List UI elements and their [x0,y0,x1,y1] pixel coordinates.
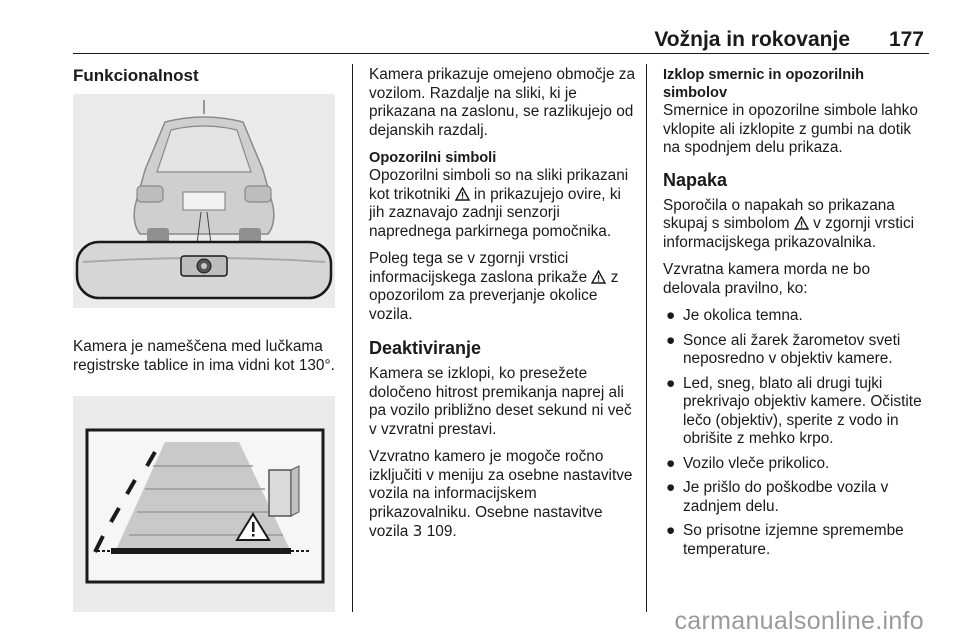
column-left [73,66,343,612]
fault-conditions-list [663,307,929,559]
bullet-icon: ● [666,331,676,349]
list-item: ● Vozilo vleče prikolico. [666,454,830,472]
column-right [663,66,929,565]
bullet-icon: ● [666,374,676,392]
warning-triangle-icon [591,270,606,284]
bullet-icon: ● [666,479,676,496]
subheading-warning-symbols: Opozorilni simboli [369,150,497,166]
bullet-icon: ● [666,307,676,324]
paragraph-guidelines-toggle: Smernice in opozorilne simbole lahko vklopite ali izklopite z gumbi na dotik na spodnjem delu prikaza. [663,102,918,156]
section-heading-fault: Napaka [663,169,728,190]
page-reference-arrow-icon: 3 [412,522,423,540]
bullet-icon: ● [666,522,676,539]
paragraph-info-display: Poleg tega se v zgornji vrstici informacijskega zaslona prikaže z opozorilom za preverjanje okolice vozila. [369,250,619,323]
page-number: 177 [888,28,924,51]
header-title: Vožnja in rokovanje [654,28,850,51]
list-item: ● So prisotne izjemne spremembe temperature. [666,522,904,558]
subheading-guidelines-off: Izklop smernic in opozorilnih simbolov [663,67,865,101]
paragraph-manual-off: Vzvratno kamero je mogoče ročno izključiti v meniju za osebne nastavitve vozila na informacijskem prikazovalniku. Osebne nastavitve vozila 3 109. [369,448,633,540]
column-middle [369,66,639,551]
watermark: carmanualsonline.info [674,607,924,635]
section-heading-deactivation: Deaktiviranje [369,338,482,358]
paragraph-limited-area: Kamera prikazuje omejeno območje za vozilom. Razdalje na sliki, ki je prikazana na zaslonu, se razlikujejo od dejanskih razdalj. [369,66,636,139]
paragraph-camera-mount: Kamera je nameščena med lučkama registrske tablice in ima vidni kot 130°. [73,338,335,374]
list-item: ● Led, sneg, blato ali drugi tujki prekrivajo objektiv kamere. Očistite lečo (objektiv), sperite z vodo in obrišite z mehko krpo. [666,374,922,447]
paragraph-auto-off: Kamera se izklopi, ko presežete določeno hitrost premikanja naprej ali pa vozilo približno deset sekund ni več v vzvratni prestavi. [369,365,632,438]
warning-triangle-icon [455,187,470,201]
section-heading-functionality: Funkcionalnost [73,66,199,85]
figure-camera-location [73,94,335,308]
bullet-icon: ● [666,454,676,472]
paragraph-may-not-work: Vzvratna kamera morda ne bo delovala pravilno, ko: [663,261,871,297]
page-header [0,0,960,56]
figure-camera-display [73,396,335,612]
column-divider [646,64,647,612]
list-item: ● Sonce ali žarek žarometov sveti neposredno v objektiv kamere. [666,331,901,367]
paragraph-error-messages: Sporočila o napakah so prikazana skupaj s simbolom v zgornji vrstici informacijskega prikazovalnika. [663,196,915,251]
column-divider [352,64,353,612]
header-rule [73,53,929,54]
page-reference-link[interactable]: 109. [426,523,457,540]
list-item: ● Je okolica temna. [666,307,803,324]
warning-triangle-icon [794,216,809,230]
paragraph-warning-symbols: Opozorilni simboli so na sliki prikazani kot trikotniki in prikazujejo ovire, ki jih zaznavajo zadnji senzorji naprednega parkirnega pomočnika. [369,167,629,240]
list-item: ● Je prišlo do poškodbe vozila v zadnjem delu. [666,479,889,515]
